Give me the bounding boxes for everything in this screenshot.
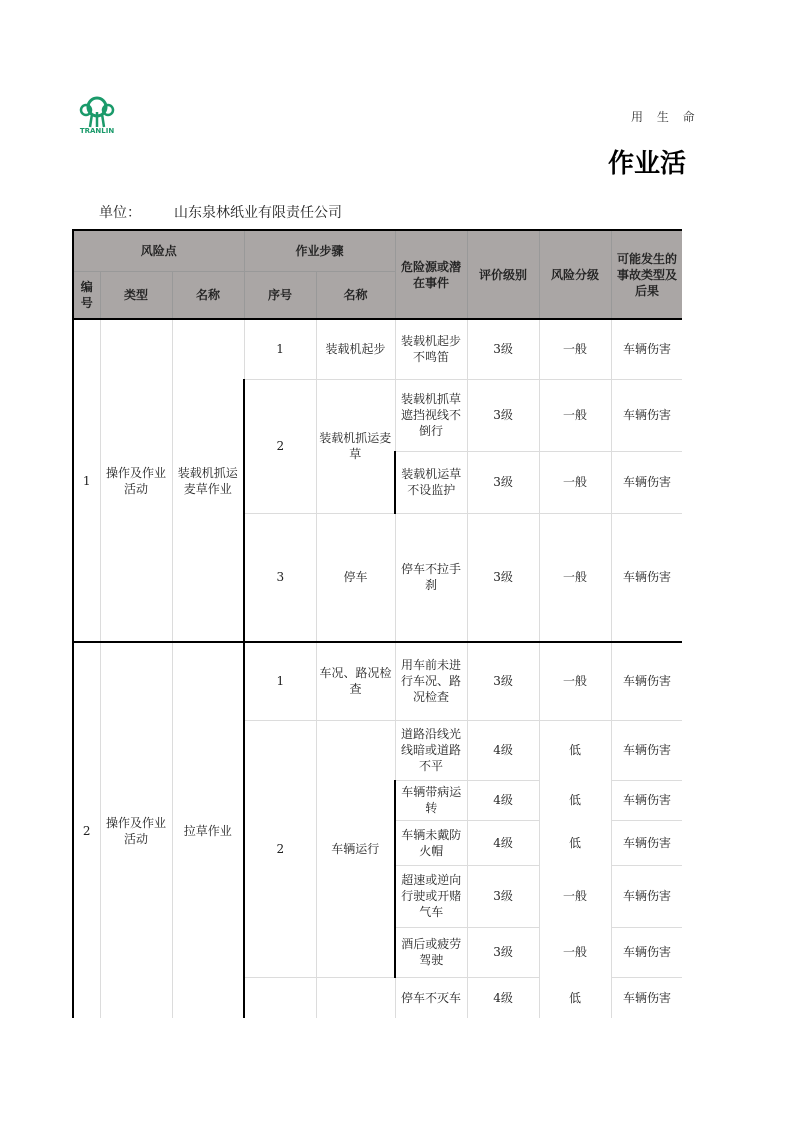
accident: 车辆伤害 <box>611 379 682 451</box>
grade: 一般 <box>539 642 611 720</box>
hazard: 车辆未戴防火帽 <box>395 820 467 865</box>
level: 3级 <box>467 927 539 977</box>
level: 3级 <box>467 865 539 927</box>
header-evaluation-level: 评价级别 <box>467 230 539 319</box>
hazard: 用车前未进行车况、路况检查 <box>395 642 467 720</box>
accident: 车辆伤害 <box>611 820 682 865</box>
hazard: 装载机抓草遮挡视线不倒行 <box>395 379 467 451</box>
step-name: 车况、路况检查 <box>316 642 395 720</box>
motto: 用 生 命 <box>631 110 700 124</box>
header-hazard: 危险源或潜在事件 <box>395 230 467 319</box>
group-no: 2 <box>73 642 100 1018</box>
svg-text:TRANLIN: TRANLIN <box>79 127 115 134</box>
group-type: 操作及作业活动 <box>100 319 172 642</box>
hazard: 车辆带病运转 <box>395 780 467 820</box>
accident: 车辆伤害 <box>611 720 682 780</box>
step-name: 停车 <box>316 513 395 642</box>
accident: 车辆伤害 <box>611 865 682 927</box>
header-work-steps: 作业步骤 <box>244 230 395 271</box>
hazard: 装载机运草不设监护 <box>395 451 467 513</box>
accident: 车辆伤害 <box>611 451 682 513</box>
hazard: 停车不拉手刹 <box>395 513 467 642</box>
level: 3级 <box>467 451 539 513</box>
level: 4级 <box>467 720 539 780</box>
grade: 一般 <box>539 319 611 379</box>
hazard: 酒后或疲劳驾驶 <box>395 927 467 977</box>
grade: 一般 <box>539 865 611 927</box>
accident: 车辆伤害 <box>611 319 682 379</box>
step-seq: 2 <box>244 720 316 977</box>
risk-table-container <box>72 229 682 1018</box>
unit-label: 单位： <box>99 205 141 221</box>
header-risk-point: 风险点 <box>73 230 244 271</box>
level: 3级 <box>467 319 539 379</box>
header-accident-type: 可能发生的事故类型及后果 <box>611 230 682 319</box>
group-name: 拉草作业 <box>172 642 244 1018</box>
header-no: 编号 <box>73 271 100 319</box>
hazard: 超速或逆向行驶或开赌气车 <box>395 865 467 927</box>
step-seq: 3 <box>244 513 316 642</box>
grade: 低 <box>539 780 611 820</box>
step-seq: 2 <box>244 379 316 513</box>
grade: 低 <box>539 977 611 1018</box>
grade: 一般 <box>539 927 611 977</box>
grade: 一般 <box>539 379 611 451</box>
level: 4级 <box>467 820 539 865</box>
accident: 车辆伤害 <box>611 642 682 720</box>
group-no: 1 <box>73 319 100 642</box>
accident: 车辆伤害 <box>611 780 682 820</box>
unit-value: 山东泉林纸业有限责任公司 <box>174 205 342 221</box>
step-seq: 1 <box>244 319 316 379</box>
header-type: 类型 <box>100 271 172 319</box>
level: 4级 <box>467 780 539 820</box>
step-name: 装载机抓运麦草 <box>316 379 395 513</box>
step-seq <box>244 977 316 1018</box>
grade: 一般 <box>539 451 611 513</box>
step-name: 装载机起步 <box>316 319 395 379</box>
header-seq: 序号 <box>244 271 316 319</box>
risk-table <box>72 229 682 1018</box>
step-name <box>316 977 395 1018</box>
group-name: 装载机抓运麦草作业 <box>172 319 244 642</box>
tranlin-logo <box>72 96 122 134</box>
header-step-name: 名称 <box>316 271 395 319</box>
grade: 低 <box>539 820 611 865</box>
accident: 车辆伤害 <box>611 513 682 642</box>
step-name: 车辆运行 <box>316 720 395 977</box>
step-seq: 1 <box>244 642 316 720</box>
grade: 一般 <box>539 513 611 642</box>
level: 4级 <box>467 977 539 1018</box>
level: 3级 <box>467 642 539 720</box>
hazard: 停车不灭车 <box>395 977 467 1018</box>
level: 3级 <box>467 513 539 642</box>
table-row <box>73 642 682 720</box>
level: 3级 <box>467 379 539 451</box>
page-title: 作业活 <box>608 149 687 179</box>
grade: 低 <box>539 720 611 780</box>
hazard: 装载机起步不鸣笛 <box>395 319 467 379</box>
header-name: 名称 <box>172 271 244 319</box>
table-row <box>73 319 682 379</box>
header-risk-grade: 风险分级 <box>539 230 611 319</box>
group-type: 操作及作业活动 <box>100 642 172 1018</box>
accident: 车辆伤害 <box>611 977 682 1018</box>
accident: 车辆伤害 <box>611 927 682 977</box>
hazard: 道路沿线光线暗或道路不平 <box>395 720 467 780</box>
